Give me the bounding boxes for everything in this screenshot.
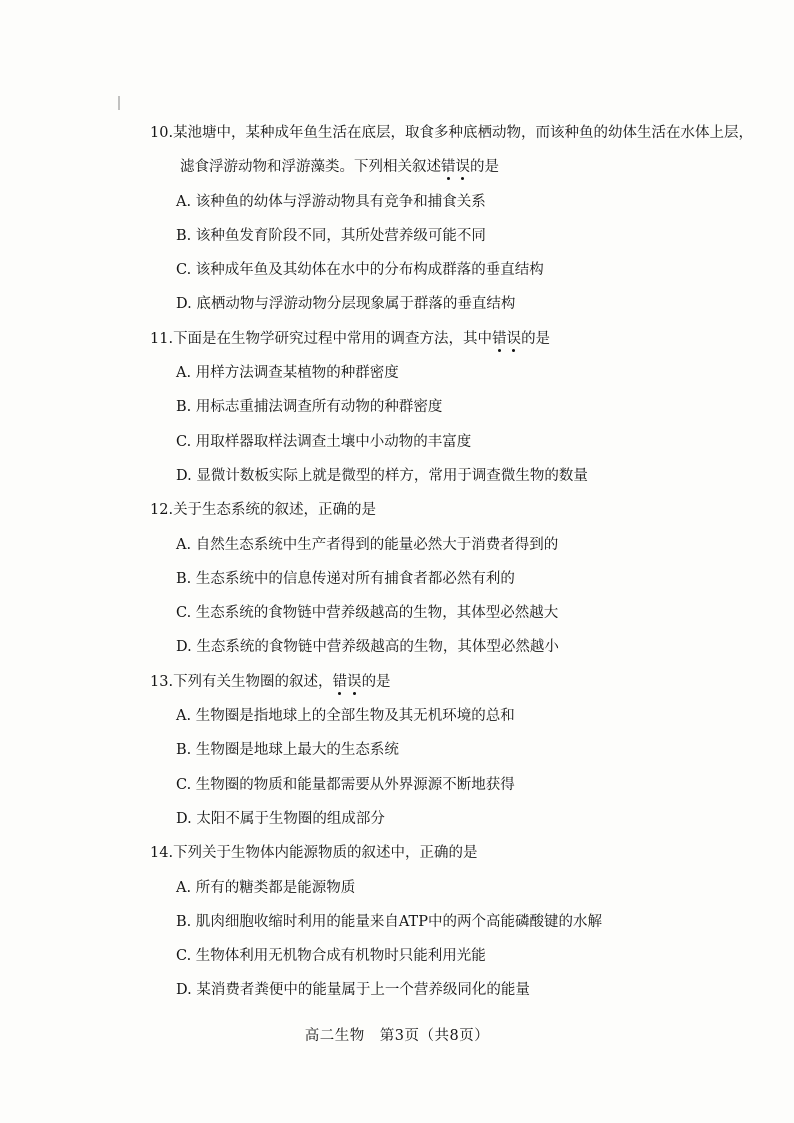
emphasis-word: 错误 bbox=[441, 159, 470, 175]
question-number: 14. bbox=[150, 845, 174, 862]
question-stem bbox=[150, 493, 780, 527]
emphasis-dots bbox=[441, 177, 470, 180]
question-number: 12. bbox=[150, 502, 174, 519]
question-list bbox=[150, 116, 780, 1008]
emphasis-dots bbox=[492, 349, 521, 352]
stem-text: 某池塘中，某种成年鱼生活在底层，取食多种底栖动物，而该种鱼的幼体生活在水体上层， bbox=[173, 125, 754, 141]
option-a: A. 该种鱼的幼体与浮游动物具有竞争和捕食关系 bbox=[176, 193, 486, 210]
page-footer: 高二生物 第3页（共8页） bbox=[304, 1028, 490, 1044]
stem-text: 下面是在生物学研究过程中常用的调查方法，其中 bbox=[173, 330, 493, 347]
question-number: 13. bbox=[150, 673, 174, 690]
option-b: B. 用标志重捕法调查所有动物的种群密度 bbox=[176, 399, 443, 416]
option-d: D. 底栖动物与浮游动物分层现象属于群落的垂直结构 bbox=[176, 296, 516, 313]
emphasis-word: 错误 bbox=[492, 331, 521, 347]
stem-text: 的是 bbox=[361, 673, 391, 690]
option-d: D. 显微计数板实际上就是微型的样方，常用于调查微生物的数量 bbox=[176, 467, 588, 484]
question-stem bbox=[150, 116, 780, 150]
stem-text: 关于生态系统的叙述，正确的是 bbox=[173, 502, 377, 519]
question-10 bbox=[150, 116, 780, 322]
option-a: A. 所有的糖类都是能源物质 bbox=[176, 879, 356, 896]
emphasis-dots bbox=[333, 692, 362, 695]
option-c: C. 生物圈的物质和能量都需要从外界源源不断地获得 bbox=[176, 776, 515, 793]
question-13 bbox=[150, 665, 780, 836]
option-a: A. 生物圈是指地球上的全部生物及其无机环境的总和 bbox=[176, 708, 515, 725]
question-number: 11. bbox=[150, 330, 174, 347]
option-c: C. 生态系统的食物链中营养级越高的生物，其体型必然越大 bbox=[176, 605, 559, 622]
question-stem-continued bbox=[150, 150, 780, 184]
option-a: A. 用样方法调查某植物的种群密度 bbox=[176, 365, 399, 382]
question-stem bbox=[150, 322, 780, 356]
option-d: D. 太阳不属于生物圈的组成部分 bbox=[176, 810, 385, 827]
question-12 bbox=[150, 493, 780, 664]
option-b: B. 肌肉细胞收缩时利用的能量来自ATP中的两个高能磷酸键的水解 bbox=[176, 913, 602, 930]
stem-text: 下列关于生物体内能源物质的叙述中，正确的是 bbox=[173, 845, 478, 862]
stem-text: 下列有关生物圈的叙述， bbox=[173, 673, 333, 690]
scan-artifact-mark bbox=[118, 96, 120, 110]
stem-text: 滤食浮游动物和浮游藻类。下列相关叙述 bbox=[180, 159, 441, 176]
question-11 bbox=[150, 322, 780, 493]
option-b: B. 生态系统中的信息传递对所有捕食者都必然有利的 bbox=[176, 570, 515, 587]
option-b: B. 该种鱼发育阶段不同，其所处营养级可能不同 bbox=[176, 227, 486, 244]
question-stem bbox=[150, 836, 780, 870]
stem-text: 的是 bbox=[470, 159, 499, 176]
question-number: 10. bbox=[150, 125, 174, 141]
option-a: A. 自然生态系统中生产者得到的能量必然大于消费者得到的 bbox=[176, 536, 559, 553]
emphasis-word: 错误 bbox=[333, 674, 362, 690]
option-c: C. 该种成年鱼及其幼体在水中的分布构成群落的垂直结构 bbox=[176, 262, 544, 279]
question-14 bbox=[150, 836, 780, 1007]
option-c: C. 生物体利用无机物合成有机物时只能利用光能 bbox=[176, 948, 486, 965]
option-c: C. 用取样器取样法调查土壤中小动物的丰富度 bbox=[176, 433, 472, 450]
stem-text: 的是 bbox=[521, 330, 551, 347]
option-d: D. 生态系统的食物链中营养级越高的生物，其体型必然越小 bbox=[176, 639, 559, 656]
option-d: D. 某消费者粪便中的能量属于上一个营养级同化的能量 bbox=[176, 982, 530, 999]
option-b: B. 生物圈是地球上最大的生态系统 bbox=[176, 742, 399, 759]
question-stem bbox=[150, 665, 780, 699]
